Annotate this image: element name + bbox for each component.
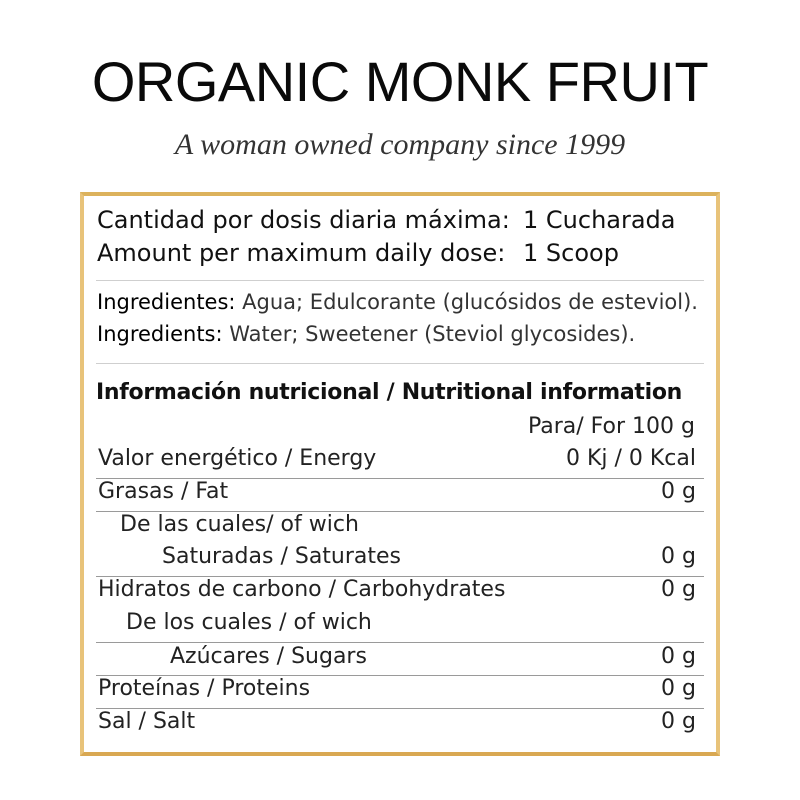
table-row (96, 512, 696, 544)
row-amount: 0 g (661, 676, 696, 701)
divider (96, 363, 704, 364)
row-name: Saturadas / Saturates (162, 544, 402, 569)
row-amount: 0 g (661, 544, 696, 569)
row-amount: 0 g (661, 709, 696, 734)
ingredients-en-text: Water; Sweetener (Steviol glycosides). (222, 322, 636, 346)
ingredients-es-text: Agua; Edulcorante (glucósidos de esteviol). (235, 290, 698, 314)
dose-es-line (97, 206, 676, 234)
row-name: Valor energético / Energy (98, 446, 377, 471)
ingredients-es-label: Ingredientes: (97, 290, 236, 314)
row-amount: 0 g (661, 577, 696, 602)
table-row (96, 479, 696, 511)
nutrition-heading: Información nutricional / Nutritional information (96, 380, 683, 405)
table-row (96, 446, 696, 478)
dose-en-value: 1 Scoop (523, 239, 619, 267)
table-row (96, 544, 696, 576)
per-100g-label: Para/ For 100 g (527, 414, 695, 439)
row-name: Grasas / Fat (98, 479, 229, 504)
product-title: ORGANIC MONK FRUIT (91, 50, 709, 113)
ingredients-es (97, 290, 698, 314)
table-row (96, 676, 696, 708)
row-amount: 0 g (661, 644, 696, 669)
dose-en-line (97, 239, 619, 267)
row-name: Azúcares / Sugars (170, 644, 367, 669)
divider (96, 280, 704, 281)
ingredients-en-label: Ingredients: (97, 322, 223, 346)
row-amount: 0 g (661, 479, 696, 504)
dose-es-label: Cantidad por dosis diaria máxima: (97, 206, 510, 234)
row-name: Sal / Salt (98, 709, 196, 734)
table-row (96, 644, 696, 676)
row-name: Hidratos de carbono / Carbohydrates (98, 577, 506, 602)
row-name: De los cuales / of wich (126, 610, 372, 635)
row-amount: 0 Kj / 0 Kcal (565, 446, 696, 471)
table-row (96, 610, 696, 642)
ingredients-en (97, 322, 635, 346)
company-tagline: A woman owned company since 1999 (174, 128, 626, 161)
table-row (96, 709, 696, 741)
row-name: Proteínas / Proteins (98, 676, 311, 701)
table-row (96, 577, 696, 609)
dose-es-value: 1 Cucharada (523, 206, 676, 234)
dose-en-label: Amount per maximum daily dose: (97, 239, 506, 267)
row-divider (96, 642, 704, 643)
row-name: De las cuales/ of wich (120, 512, 359, 537)
